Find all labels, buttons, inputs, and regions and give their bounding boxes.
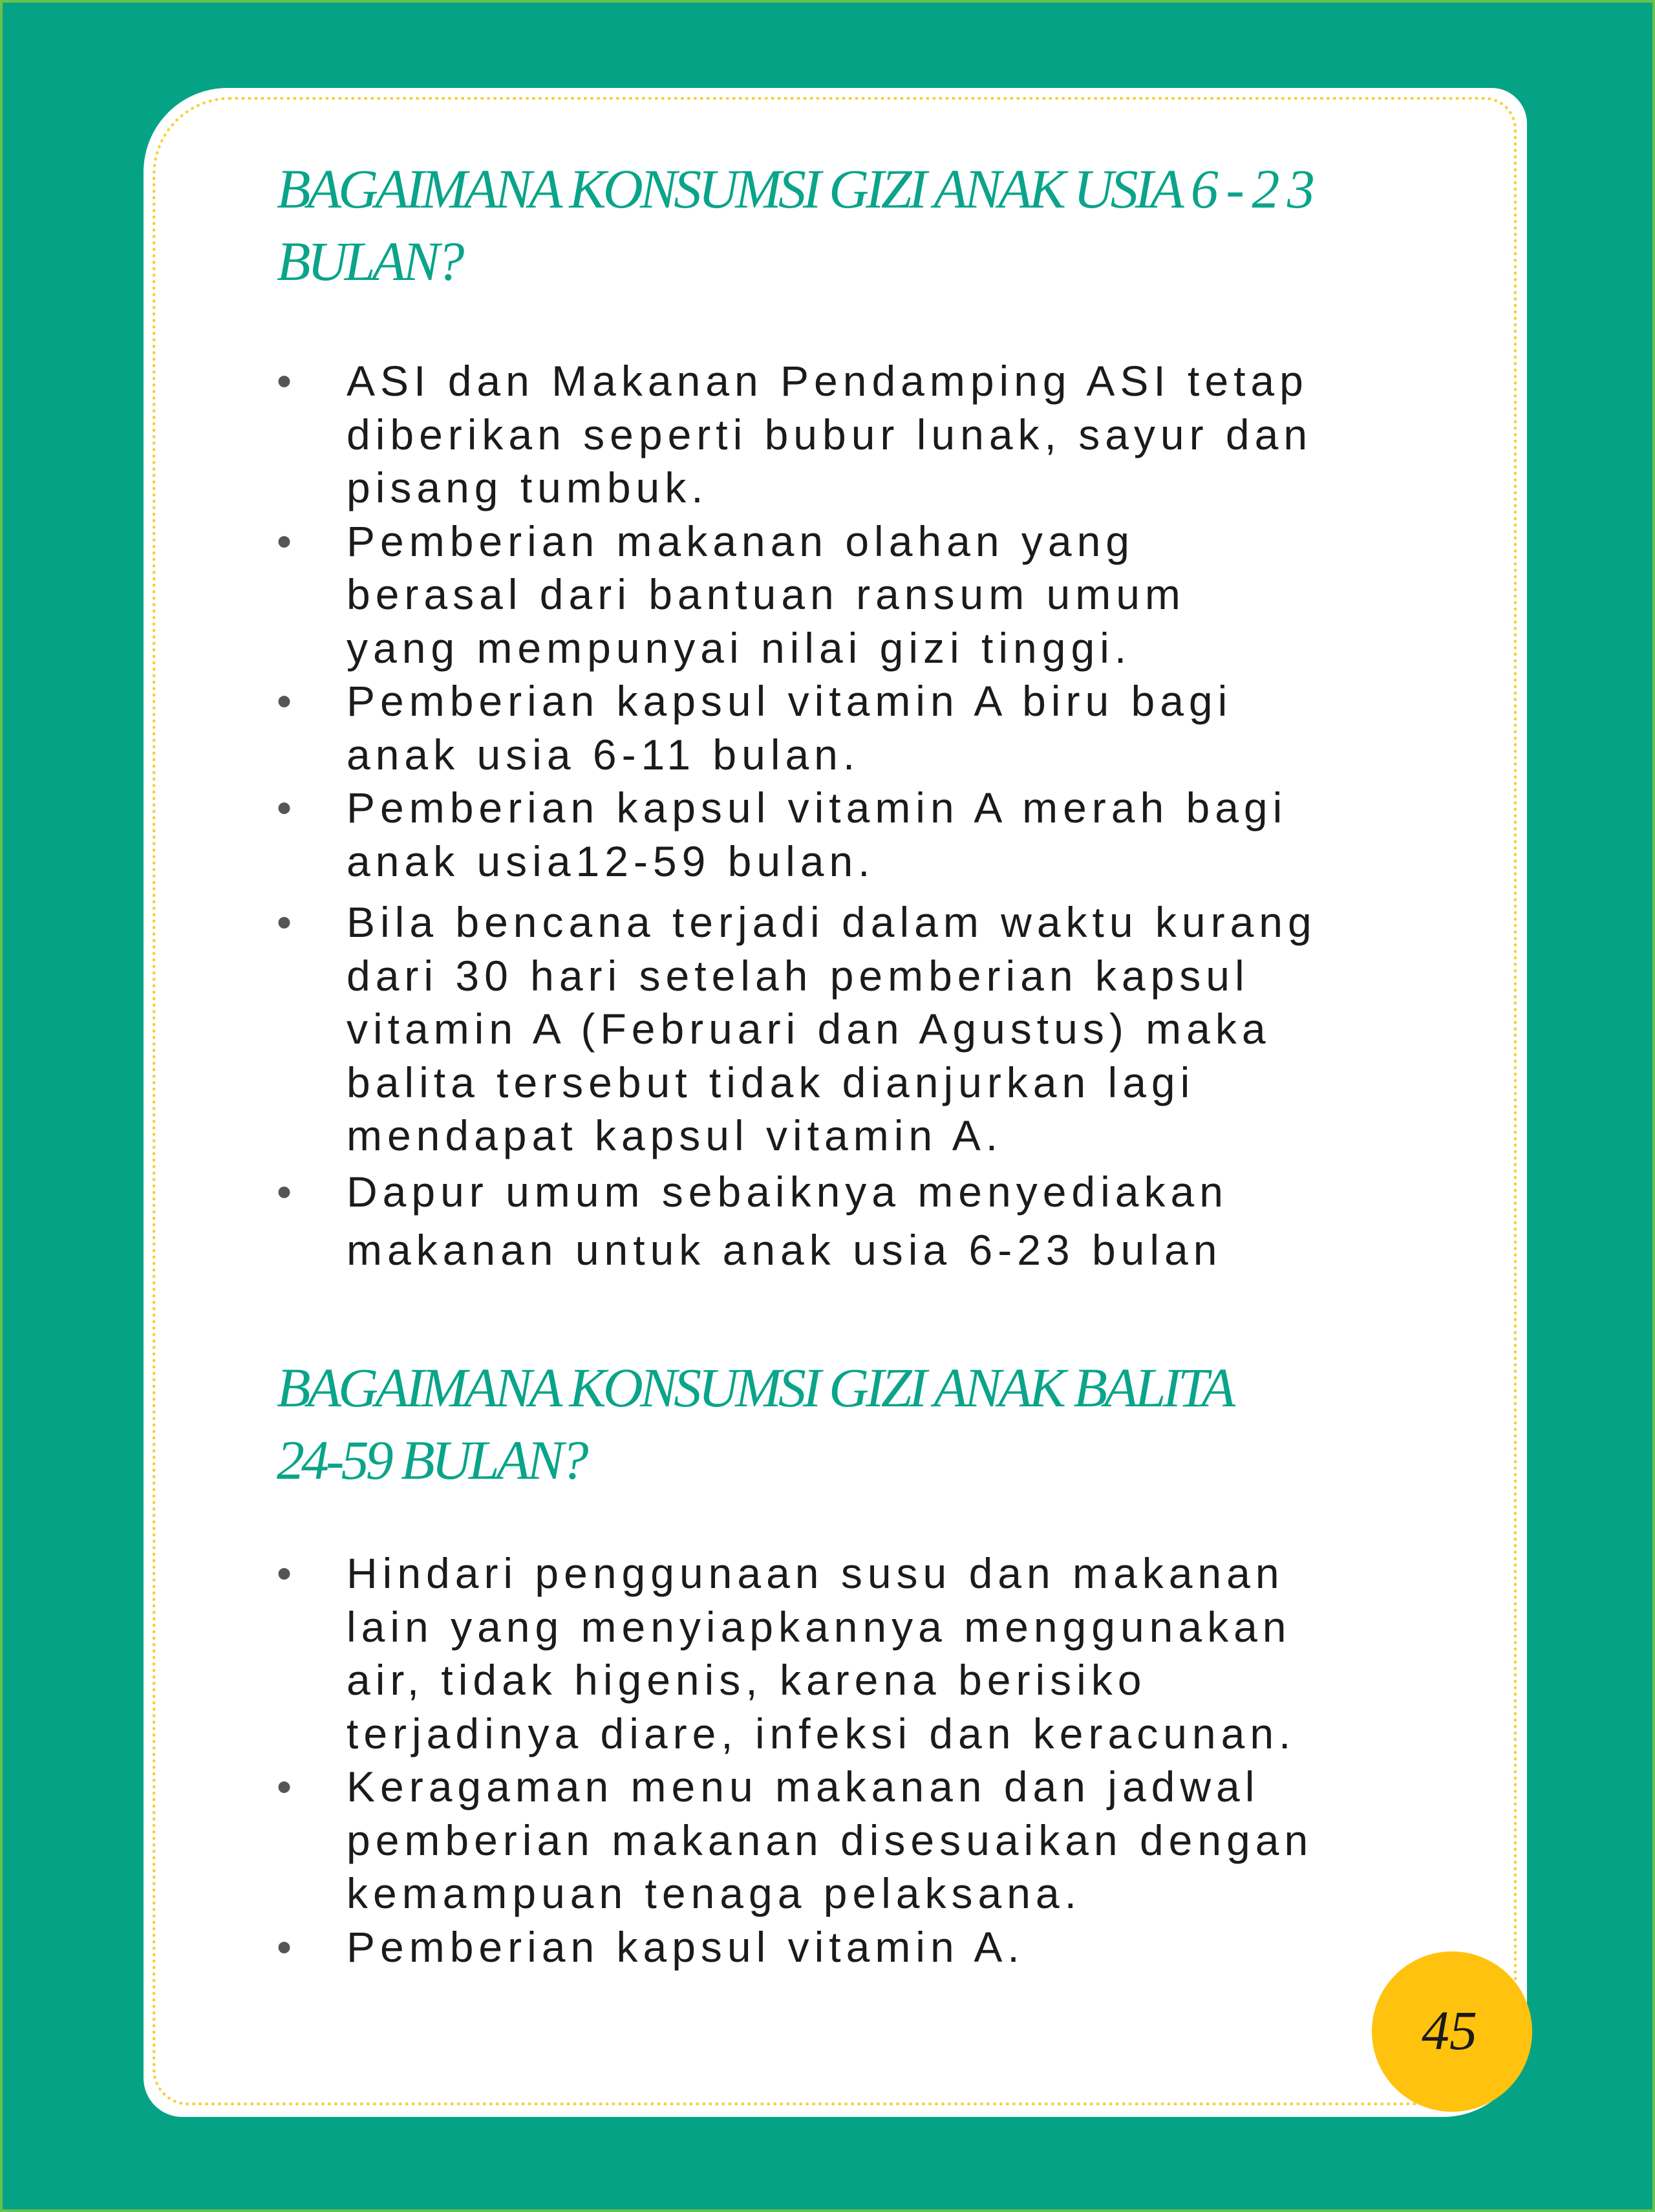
section-heading-6-23-months xyxy=(277,153,1440,297)
bullet-list-6-23-months xyxy=(272,354,1500,1279)
page-number: 45 xyxy=(1422,1999,1477,2061)
bullet-dot-icon: • xyxy=(277,784,292,832)
bullet-item xyxy=(272,1547,1500,1760)
page-number-badge xyxy=(1372,1951,1532,2112)
bullet-dot-icon: • xyxy=(277,357,292,405)
heading-line: BULAN? xyxy=(277,230,462,292)
bullet-item xyxy=(272,896,1500,1163)
bullet-dot-icon: • xyxy=(277,1549,292,1597)
bullet-text: Pemberian kapsul vitamin A. xyxy=(347,1922,1025,1971)
bullet-item xyxy=(272,515,1500,675)
bullet-text: Bila bencana terjadi dalam waktu kurang dari 30 hari setelah pemberian kapsul vitamin A (Februari dan Agustus) maka balita tersebut tidak dianjurkan lagi mendapat kapsul vitamin A. xyxy=(347,898,1317,1159)
section-heading-24-59-months xyxy=(277,1351,1440,1496)
bullet-item xyxy=(272,1163,1500,1279)
bullet-item xyxy=(272,781,1500,888)
bullet-text: Dapur umum sebaiknya menyediakan makanan untuk anak usia 6-23 bulan xyxy=(347,1167,1228,1274)
bullet-text: Hindari penggunaan susu dan makanan lain yang menyiapkannya menggunakan air, tidak higenis, karena berisiko terjadinya diare, infeksi dan keracunan. xyxy=(347,1549,1296,1757)
bullet-text: Pemberian kapsul vitamin A biru bagi anak usia 6-11 bulan. xyxy=(347,677,1233,778)
bullet-dot-icon: • xyxy=(277,517,292,565)
bullet-dot-icon: • xyxy=(277,677,292,725)
heading-line: 24-59 BULAN? xyxy=(277,1429,586,1491)
bullet-text: Pemberian kapsul vitamin A merah bagi anak usia12-59 bulan. xyxy=(347,784,1288,885)
bullet-dot-icon: • xyxy=(277,1763,292,1810)
bullet-item xyxy=(272,674,1500,781)
bullet-item xyxy=(272,1920,1500,1974)
heading-line: BAGAIMANA KONSUMSI GIZI ANAK USIA 6 - 2 3 xyxy=(277,158,1312,220)
bullet-text: Keragaman menu makanan dan jadwal pemberian makanan disesuaikan dengan kemampuan tenaga pelaksana. xyxy=(347,1763,1314,1917)
bullet-item xyxy=(272,354,1500,515)
heading-line: BAGAIMANA KONSUMSI GIZI ANAK BALITA xyxy=(277,1357,1233,1419)
bullet-text: Pemberian makanan olahan yang berasal dari bantuan ransum umum yang mempunyai nilai gizi tinggi. xyxy=(347,517,1186,672)
bullet-list-24-59-months xyxy=(272,1547,1500,1973)
bullet-dot-icon: • xyxy=(277,1167,292,1216)
bullet-dot-icon: • xyxy=(277,898,292,946)
bullet-text: ASI dan Makanan Pendamping ASI tetap diberikan seperti bubur lunak, sayur dan pisang tumbuk. xyxy=(347,357,1313,511)
bullet-dot-icon: • xyxy=(277,1922,292,1971)
bullet-item xyxy=(272,1760,1500,1920)
